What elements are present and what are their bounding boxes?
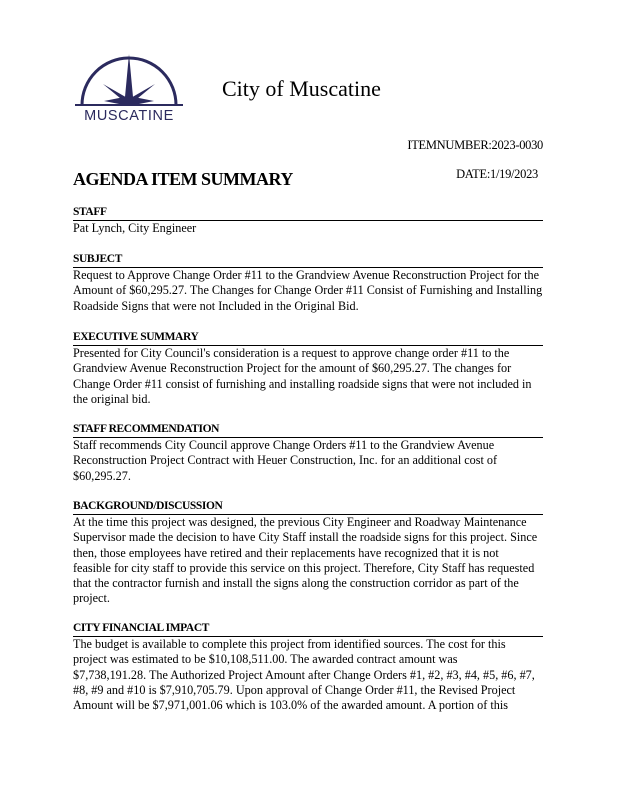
section-heading: BACKGROUND/DISCUSSION [73, 499, 543, 515]
text-line: Amount will be $7,971,001.06 which is 103.0% of the awarded amount. A portion of this [73, 698, 508, 713]
text-line: then, those employees have retired and their replacements have recognized that it is not [73, 545, 499, 560]
text-line: Roadside Signs that were not Included in the Original Bid. [73, 298, 359, 313]
text-line: Reconstruction Project Contract with Heuer Construction, Inc. for an additional cost of [73, 453, 498, 468]
text-line: the original bid. [73, 391, 151, 406]
city-logo [74, 52, 184, 124]
section-background [73, 499, 543, 607]
text-line: project. [73, 591, 110, 606]
text-line: Supervisor made the decision to have City Staff install the roadside signs for this project. Since [73, 530, 538, 545]
text-line: The budget is available to complete this project from identified sources. The cost for this [73, 637, 506, 651]
text-line: Presented for City Council's consideration is a request to approve change order #11 to the [73, 346, 510, 360]
text-line: project was estimated to be $10,108,511.00. The awarded contract amount was [73, 652, 458, 667]
item-number: ITEMNUMBER:2023-0030 [407, 138, 543, 152]
text-line: At the time this project was designed, the previous City Engineer and Roadway Maintenance [73, 515, 527, 529]
agenda-date: DATE:1/19/2023 [456, 167, 538, 181]
section-staff-recommendation [73, 422, 543, 484]
text-line: feasible for city staff to provide this service on this project. Therefore, City Staff has requested [73, 560, 535, 575]
section-subject [73, 252, 543, 314]
section-heading: STAFF RECOMMENDATION [73, 422, 543, 438]
text-line: $7,738,191.28. The Authorized Project Amount after Change Orders #1, #2, #3, #4, #5, #6, #7, [73, 667, 535, 682]
section-heading: SUBJECT [73, 252, 543, 268]
text-line: #8, #9 and #10 is $7,910,705.79. Upon approval of Change Order #11, the Revised Project [73, 682, 516, 697]
section-financial-impact [73, 621, 543, 713]
section-staff [73, 205, 543, 236]
agenda-title: AGENDA ITEM SUMMARY [73, 169, 293, 189]
text-line: Pat Lynch, City Engineer [73, 221, 197, 235]
svg-text:MUSCATINE: MUSCATINE [84, 108, 174, 124]
section-heading: CITY FINANCIAL IMPACT [73, 621, 543, 637]
text-line: that the contractor furnish and install the signs along the construction corridor as part of the [73, 576, 519, 591]
text-line: Change Order #11 consist of furnishing and installing roadside signs that were not included in [73, 376, 532, 391]
text-line: $60,295.27. [73, 468, 131, 483]
section-heading: EXECUTIVE SUMMARY [73, 330, 543, 346]
text-line: Grandview Avenue Reconstruction Project for the amount of $60,295.27. The changes for [73, 361, 512, 376]
city-title: City of Muscatine [222, 76, 381, 101]
section-executive-summary [73, 330, 543, 407]
text-line: Request to Approve Change Order #11 to the Grandview Avenue Reconstruction Project for the [73, 268, 540, 282]
text-line: Amount of $60,295.27. The Changes for Change Order #11 Consist of Furnishing and Installing [73, 283, 543, 298]
text-line: Staff recommends City Council approve Change Orders #11 to the Grandview Avenue [73, 438, 495, 452]
section-heading: STAFF [73, 205, 543, 221]
